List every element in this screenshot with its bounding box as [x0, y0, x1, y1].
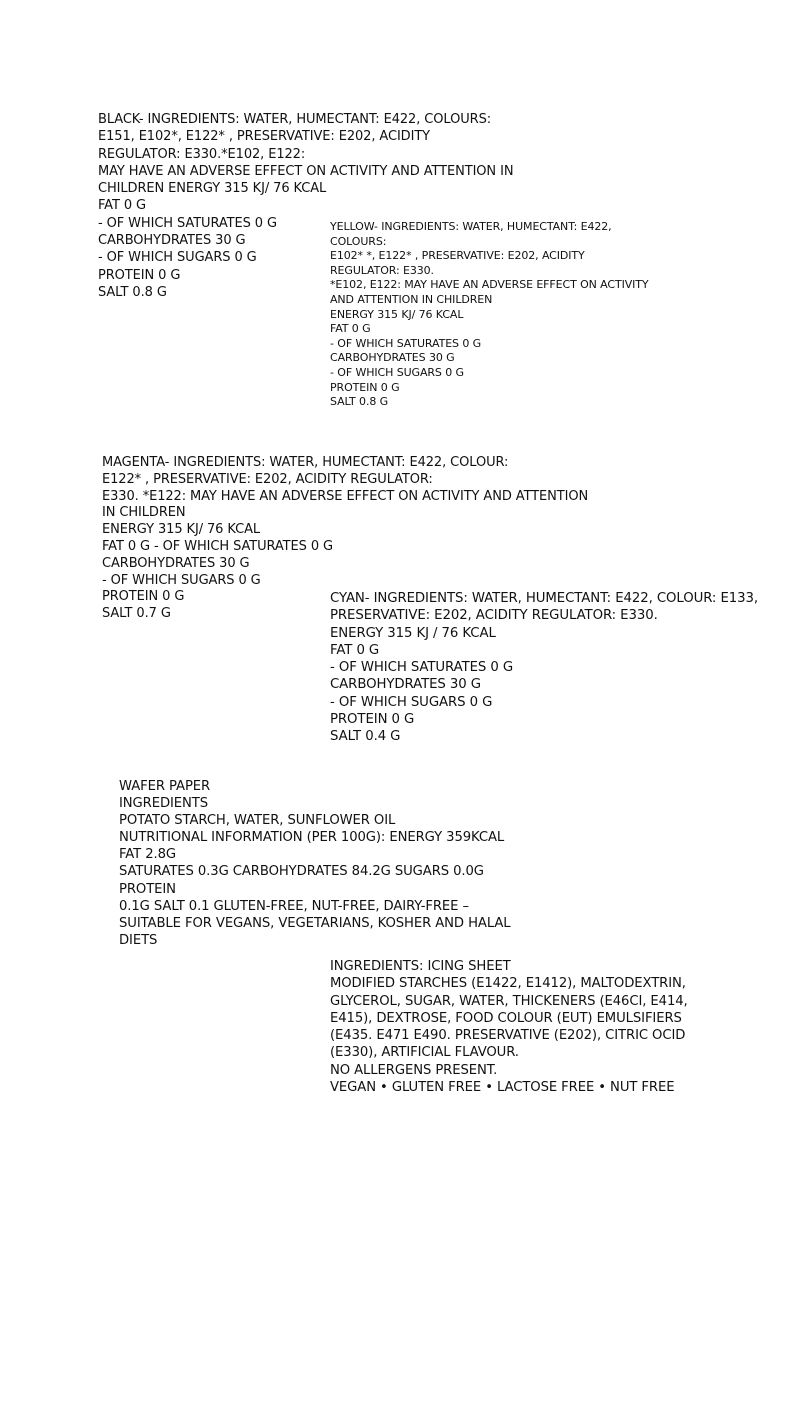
yellow-ink-label [330, 220, 649, 410]
label-line: - OF WHICH SUGARS 0 G [98, 250, 257, 266]
label-line: (E330), ARTIFICIAL FLAVOUR. [330, 1045, 519, 1061]
label-line: ENERGY 315 KJ/ 76 KCAL [330, 307, 464, 321]
label-line: E122* , PRESERVATIVE: E202, ACIDITY REGULATOR: [102, 471, 433, 487]
label-line: INGREDIENTS: ICING SHEET [330, 959, 511, 974]
label-line: 0.1G SALT 0.1 GLUTEN-FREE, NUT-FREE, DAIRY-FREE – [119, 898, 469, 914]
label-line: *E102, E122: MAY HAVE AN ADVERSE EFFECT ON ACTIVITY [330, 278, 649, 292]
label-line: REGULATOR: E330.*E102, E122: [98, 146, 306, 162]
label-line: ENERGY 315 KJ / 76 KCAL [330, 625, 496, 641]
label-line: SALT 0.4 G [330, 729, 401, 745]
label-line: AND ATTENTION IN CHILDREN [330, 292, 493, 306]
label-line: DIETS [119, 932, 158, 948]
label-line: - OF WHICH SATURATES 0 G [98, 215, 277, 231]
label-line: PROTEIN 0 G [330, 380, 400, 394]
label-line: IN CHILDREN [102, 505, 186, 521]
label-line: PROTEIN 0 G [102, 589, 185, 605]
label-line: ENERGY 315 KJ/ 76 KCAL [102, 522, 261, 538]
wafer-paper-label [119, 778, 511, 949]
label-line: PROTEIN [119, 881, 176, 897]
label-line: NO ALLERGENS PRESENT. [330, 1062, 498, 1078]
label-line: - OF WHICH SUGARS 0 G [102, 572, 261, 588]
label-line: BLACK- INGREDIENTS: WATER, HUMECTANT: E422, COLOURS: [98, 112, 491, 127]
label-line: INGREDIENTS [119, 796, 209, 812]
label-line: VEGAN • GLUTEN FREE • LACTOSE FREE • NUT FREE [330, 1080, 675, 1096]
icing-sheet-label [330, 958, 688, 1096]
label-line: SALT 0.7 G [102, 606, 171, 622]
label-line: YELLOW- INGREDIENTS: WATER, HUMECTANT: E422, [330, 220, 612, 233]
label-line: CARBOHYDRATES 30 G [330, 351, 455, 365]
label-line: SALT 0.8 G [98, 284, 167, 300]
label-line: CHILDREN ENERGY 315 KJ/ 76 KCAL [98, 181, 327, 197]
label-line: (E435. E471 E490. PRESERVATIVE (E202), CITRIC OCID [330, 1028, 686, 1044]
label-line: E102* *, E122* , PRESERVATIVE: E202, ACIDITY [330, 249, 585, 263]
label-line: GLYCEROL, SUGAR, WATER, THICKENERS (E46CI, E414, [330, 993, 688, 1009]
label-line: PRESERVATIVE: E202, ACIDITY REGULATOR: E330. [330, 608, 658, 624]
label-line: FAT 0 G [330, 322, 371, 336]
label-line: PROTEIN 0 G [330, 712, 415, 728]
label-line: E415), DEXTROSE, FOOD COLOUR (EUT) EMULSIFIERS [330, 1010, 682, 1026]
label-line: POTATO STARCH, WATER, SUNFLOWER OIL [119, 813, 396, 829]
label-line: PROTEIN 0 G [98, 267, 181, 283]
label-line: CARBOHYDRATES 30 G [102, 555, 250, 571]
label-line: FAT 2.8G [119, 847, 177, 863]
label-line: MODIFIED STARCHES (E1422, E1412), MALTODEXTRIN, [330, 976, 686, 992]
label-line: COLOURS: [330, 234, 387, 248]
label-line: SALT 0.8 G [330, 395, 389, 409]
label-line: NUTRITIONAL INFORMATION (PER 100G): ENERGY 359KCAL [119, 830, 505, 846]
label-line: MAGENTA- INGREDIENTS: WATER, HUMECTANT: E422, COLOUR: [102, 455, 509, 470]
label-line: REGULATOR: E330. [330, 263, 434, 277]
label-line: FAT 0 G [98, 198, 147, 214]
label-line: E151, E102*, E122* , PRESERVATIVE: E202, ACIDITY [98, 129, 431, 145]
label-line: CYAN- INGREDIENTS: WATER, HUMECTANT: E422, COLOUR: E133, [330, 591, 758, 606]
label-line: E330. *E122: MAY HAVE AN ADVERSE EFFECT ON ACTIVITY AND ATTENTION [102, 488, 589, 504]
label-line: FAT 0 G [330, 642, 380, 658]
label-line: FAT 0 G - OF WHICH SATURATES 0 G [102, 538, 334, 554]
label-line: - OF WHICH SATURATES 0 G [330, 660, 514, 676]
label-line: - OF WHICH SATURATES 0 G [330, 336, 482, 350]
label-line: SUITABLE FOR VEGANS, VEGETARIANS, KOSHER AND HALAL [119, 915, 511, 931]
cyan-ink-label [330, 590, 758, 746]
label-line: WAFER PAPER [119, 779, 211, 794]
label-line: CARBOHYDRATES 30 G [330, 677, 481, 693]
label-line: - OF WHICH SUGARS 0 G [330, 365, 464, 379]
label-line: SATURATES 0.3G CARBOHYDRATES 84.2G SUGARS 0.0G [119, 864, 484, 880]
label-line: - OF WHICH SUGARS 0 G [330, 694, 493, 710]
label-line: MAY HAVE AN ADVERSE EFFECT ON ACTIVITY AND ATTENTION IN [98, 163, 514, 179]
label-line: CARBOHYDRATES 30 G [98, 233, 246, 249]
